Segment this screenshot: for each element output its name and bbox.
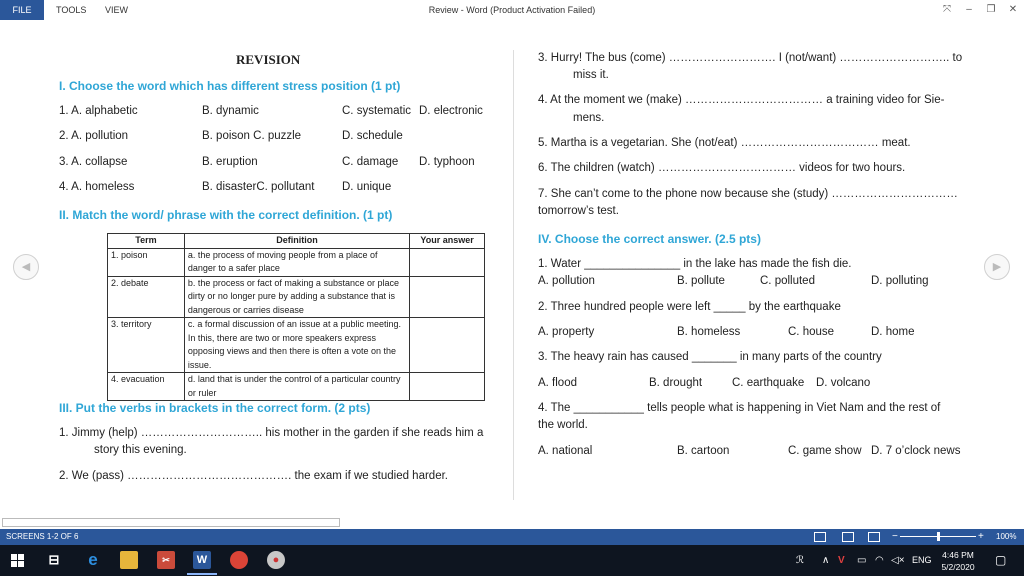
s4-q2-c: C. house <box>788 326 835 338</box>
clock[interactable] <box>932 549 984 573</box>
s1-q2-a: 2. A. pollution <box>59 130 129 142</box>
term-cell: 2. debate <box>108 276 185 318</box>
s1-q4-c: D. unique <box>342 181 392 193</box>
previous-screen-button[interactable]: ◀ <box>13 254 39 280</box>
s1-q1-a: 1. A. alphabetic <box>59 105 138 117</box>
s4-q4-a: A. national <box>538 445 593 457</box>
chrome-browser-icon[interactable] <box>230 551 248 569</box>
document-page <box>0 20 1024 516</box>
term-cell: 1. poison <box>108 248 185 276</box>
s4-q1-b: B. pollute <box>677 275 725 287</box>
definition-cell: c. a formal discussion of an issue at a public meeting. In this, there are two or more speakers express opposing views and then there is often a vote on the issue. <box>184 318 409 373</box>
clock-time: 4:46 PM <box>942 550 974 560</box>
section-3-heading: III. Put the verbs in brackets in the correct form. (2 pts) <box>59 401 371 415</box>
table-row <box>108 276 485 318</box>
snipping-tool-icon[interactable]: ✂ <box>157 551 175 569</box>
show-hidden-icons-chevron-icon[interactable]: ∧ <box>822 555 830 566</box>
s1-q3-d: D. typhoon <box>419 156 475 168</box>
table-row <box>108 318 485 373</box>
screen-count: SCREENS 1-2 OF 6 <box>6 532 79 541</box>
zoom-level[interactable]: 100% <box>996 532 1017 541</box>
zoom-in-button[interactable]: + <box>978 531 984 542</box>
s4-q2: 2. Three hundred people were left _____ by the earthquake <box>538 301 841 313</box>
menu-file[interactable]: FILE <box>0 0 44 20</box>
minimize-button[interactable]: – <box>966 4 972 15</box>
word-app-icon[interactable]: W <box>193 551 211 569</box>
s4-q4-b: B. cartoon <box>677 445 730 457</box>
s4-q3-c: C. earthquake <box>732 377 805 389</box>
next-screen-button[interactable]: ▶ <box>984 254 1010 280</box>
s1-q3-a: 3. A. collapse <box>59 156 128 168</box>
restore-button[interactable]: ❐ <box>986 4 996 15</box>
header-definition: Definition <box>184 234 409 249</box>
zoom-slider-thumb[interactable] <box>937 532 940 541</box>
s1-q3-b: B. eruption <box>202 156 258 168</box>
menu-tools[interactable]: TOOLS <box>56 5 87 15</box>
s4-q1: 1. Water _______________ in the lake has made the fish die. <box>538 258 852 270</box>
window-title: Review - Word (Product Activation Failed) <box>428 5 596 15</box>
header-term: Term <box>108 234 185 249</box>
answer-cell[interactable] <box>410 318 485 373</box>
document-title: REVISION <box>236 52 301 67</box>
s1-q4-a: 4. A. homeless <box>59 181 135 193</box>
s4-q3-d: D. volcano <box>816 377 871 389</box>
s4-q4-c: C. game show <box>788 445 862 457</box>
s3-q3-cont: miss it. <box>573 69 609 81</box>
s4-q1-c: C. polluted <box>760 275 815 287</box>
s3-q3: 3. Hurry! The bus (come) ………………………. I (not/want) ……………………….. to <box>538 52 963 64</box>
web-layout-icon[interactable] <box>868 532 880 542</box>
s3-q4: 4. At the moment we (make) ……………………………… a training video for Sie- <box>538 94 945 106</box>
volume-icon[interactable]: ◁× <box>891 555 905 566</box>
table-header-row <box>108 234 485 249</box>
answer-cell[interactable] <box>410 248 485 276</box>
s1-q1-d: D. electronic <box>419 105 483 117</box>
s4-q2-d: D. home <box>871 326 915 338</box>
s4-q3-a: A. flood <box>538 377 577 389</box>
taskbar <box>0 545 1024 576</box>
s3-q6: 6. The children (watch) ……………………………… videos for two hours. <box>538 162 906 174</box>
status-bar <box>0 529 1024 545</box>
menu-view[interactable]: VIEW <box>105 5 129 15</box>
paint-app-icon[interactable]: ● <box>267 551 285 569</box>
fullscreen-icon[interactable]: ⤧ <box>943 4 951 15</box>
edge-browser-icon[interactable]: e <box>88 550 98 569</box>
people-icon[interactable]: ℛ <box>796 555 804 566</box>
s4-q3: 3. The heavy rain has caused _______ in many parts of the country <box>538 351 882 363</box>
definition-cell: b. the process or fact of making a substance or place dirty or no longer pure by adding a substance that is dangerous or carries disease <box>184 276 409 318</box>
s1-q1-c: C. systematic <box>342 105 412 117</box>
s4-q4-d: D. 7 o’clock news <box>871 445 961 457</box>
s3-q4-cont: mens. <box>573 112 605 124</box>
file-explorer-icon[interactable] <box>120 551 138 569</box>
close-button[interactable]: ✕ <box>1008 4 1018 15</box>
answer-cell[interactable] <box>410 276 485 318</box>
s3-q2: 2. We (pass) ……………………………………. the exam if we studied harder. <box>59 470 448 482</box>
s3-q1: 1. Jimmy (help) ………………………….. his mother in the garden if she reads him a <box>59 427 484 439</box>
s4-q3-b: B. drought <box>649 377 703 389</box>
notifications-icon[interactable]: ▢ <box>995 553 1007 567</box>
definition-cell: a. the process of moving people from a place of danger to a safer place <box>184 248 409 276</box>
s1-q1-b: B. dynamic <box>202 105 259 117</box>
table-row <box>108 248 485 276</box>
title-bar <box>0 0 1024 20</box>
s4-q4: 4. The ___________ tells people what is happening in Viet Nam and the rest of <box>538 402 941 414</box>
active-app-indicator <box>187 573 217 575</box>
s3-q7-cont: tomorrow’s test. <box>538 205 619 217</box>
antivirus-icon[interactable]: V <box>838 555 845 566</box>
s4-q4-cont: the world. <box>538 419 588 431</box>
section-2-heading: II. Match the word/ phrase with the correct definition. (1 pt) <box>59 208 393 222</box>
horizontal-scrollbar[interactable] <box>2 518 340 527</box>
s1-q2-c: D. schedule <box>342 130 403 142</box>
language-indicator[interactable]: ENG <box>912 555 932 565</box>
s3-q1-cont: story this evening. <box>94 444 187 456</box>
battery-icon[interactable]: ▭ <box>857 555 867 566</box>
s1-q2-b: B. poison C. puzzle <box>202 130 302 142</box>
focus-mode-icon[interactable] <box>814 532 826 542</box>
s4-q1-d: D. polluting <box>871 275 929 287</box>
s4-q2-b: B. homeless <box>677 326 741 338</box>
header-your-answer: Your answer <box>410 234 485 249</box>
s4-q1-a: A. pollution <box>538 275 595 287</box>
table-row <box>108 373 485 401</box>
definition-table <box>107 233 485 401</box>
section-1-heading: I. Choose the word which has different stress position (1 pt) <box>59 79 401 93</box>
answer-cell[interactable] <box>410 373 485 401</box>
term-cell: 3. territory <box>108 318 185 373</box>
task-view-icon[interactable]: ⊟ <box>48 552 60 567</box>
s4-q2-a: A. property <box>538 326 595 338</box>
windows-start-icon[interactable] <box>11 554 24 567</box>
s3-q7: 7. She can’t come to the phone now because she (study) …………………………… <box>538 188 958 200</box>
s3-q5: 5. Martha is a vegetarian. She (not/eat) ……………………………… meat. <box>538 137 911 149</box>
section-4-heading: IV. Choose the correct answer. (2.5 pts) <box>538 232 761 246</box>
column-divider <box>513 50 514 500</box>
wifi-icon[interactable]: ◠ <box>875 555 884 566</box>
read-mode-icon[interactable] <box>842 532 854 542</box>
definition-cell: d. land that is under the control of a particular country or ruler <box>184 373 409 401</box>
zoom-out-button[interactable]: − <box>892 531 898 542</box>
clock-date: 5/2/2020 <box>941 562 975 572</box>
s1-q3-c: C. damage <box>342 156 399 168</box>
s1-q4-b: B. disasterC. pollutant <box>202 181 315 193</box>
term-cell: 4. evacuation <box>108 373 185 401</box>
